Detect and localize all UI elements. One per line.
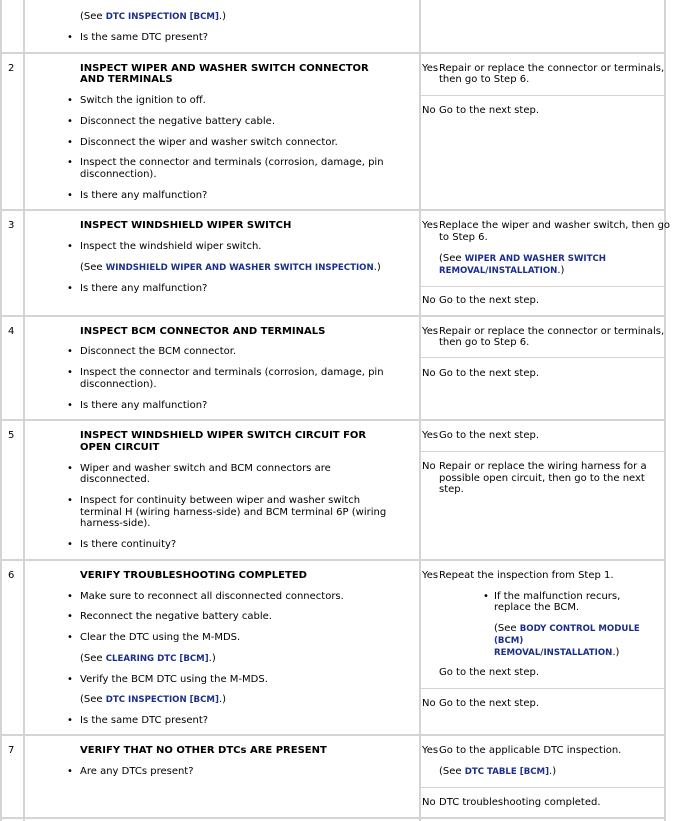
step-item: terminal H (wiring harness-side) and BCM terminal 6P (wiring — [80, 507, 387, 518]
see-reference: (See BODY CONTROL MODULE — [494, 623, 640, 634]
step-item: disconnection). — [80, 169, 157, 180]
no-label: No — [422, 698, 436, 709]
yes-no-divider — [420, 357, 665, 358]
bullet: • — [67, 116, 73, 127]
yes-action: then go to Step 6. — [439, 337, 530, 348]
step-item: Disconnect the BCM connector. — [80, 346, 237, 357]
no-action: DTC troubleshooting completed. — [439, 797, 601, 808]
bullet: • — [67, 367, 73, 378]
bullet: • — [67, 190, 73, 201]
no-action: Repair or replace the wiring harness for a — [439, 461, 647, 472]
no-label: No — [422, 461, 436, 472]
dtc-inspection-link[interactable]: DTC INSPECTION [BCM] — [105, 12, 219, 22]
step-item: Is there continuity? — [80, 539, 177, 550]
bullet: • — [67, 400, 73, 411]
no-label: No — [422, 295, 436, 306]
bullet: • — [67, 463, 73, 474]
no-label: No — [422, 368, 436, 379]
yes-label: Yes — [422, 326, 439, 337]
clearing-dtc-link[interactable]: CLEARING DTC [BCM] — [105, 654, 209, 664]
bcm-removal-link[interactable]: REMOVAL/INSTALLATION — [494, 648, 613, 658]
step-title: INSPECT BCM CONNECTOR AND TERMINALS — [80, 326, 326, 337]
bullet: • — [483, 591, 489, 602]
step-item: Inspect for continuity between wiper and washer switch — [80, 495, 361, 506]
yes-action: Repeat the inspection from Step 1. — [439, 570, 614, 581]
dtc-inspection-link[interactable]: DTC INSPECTION [BCM] — [105, 695, 219, 705]
see-reference: (See WINDSHIELD WIPER AND WASHER SWITCH INSPECTION.) — [80, 262, 381, 273]
step-item: Is the same DTC present? — [80, 32, 209, 43]
no-action: Go to the next step. — [439, 698, 539, 709]
bullet: • — [67, 674, 73, 685]
bullet: • — [67, 766, 73, 777]
row-divider — [0, 419, 666, 421]
step-item: disconnection). — [80, 379, 157, 390]
step-item: Is the same DTC present? — [80, 715, 209, 726]
step-title: INSPECT WIPER AND WASHER SWITCH CONNECTOR — [80, 63, 369, 74]
table-border-right — [664, 0, 666, 821]
step-title: OPEN CIRCUIT — [80, 442, 160, 453]
bullet: • — [67, 632, 73, 643]
step-title: AND TERMINALS — [80, 74, 173, 85]
bullet: • — [67, 611, 73, 622]
switch-removal-link[interactable]: WIPER AND WASHER SWITCH — [464, 254, 606, 264]
step-title: INSPECT WINDSHIELD WIPER SWITCH CIRCUIT FOR — [80, 430, 367, 441]
no-action: Go to the next step. — [439, 105, 539, 116]
see-reference: (See DTC INSPECTION [BCM].) — [80, 694, 226, 705]
bullet: • — [67, 495, 73, 506]
no-label: No — [422, 105, 436, 116]
see-reference: REMOVAL/INSTALLATION.) — [439, 265, 565, 276]
bullet: • — [67, 95, 73, 106]
column-divider-step — [23, 0, 25, 821]
row-divider — [0, 817, 666, 819]
yes-action: Replace the wiper and washer switch, then go — [439, 220, 671, 231]
bullet: • — [67, 283, 73, 294]
step-item: Inspect the connector and terminals (corrosion, damage, pin — [80, 157, 384, 168]
step-number: 3 — [8, 220, 15, 231]
bullet: • — [67, 137, 73, 148]
no-action: step. — [439, 484, 464, 495]
yes-action: If the malfunction recurs, — [494, 591, 621, 602]
row-divider — [0, 209, 666, 211]
yes-action: Repair or replace the connector or terminals, — [439, 326, 665, 337]
yes-action: Go to the applicable DTC inspection. — [439, 745, 622, 756]
bullet: • — [67, 346, 73, 357]
yes-label: Yes — [422, 220, 439, 231]
step-item: Is there any malfunction? — [80, 190, 208, 201]
yes-action: Go to the next step. — [439, 430, 539, 441]
step-number: 2 — [8, 63, 15, 74]
step-item: Disconnect the wiper and washer switch connector. — [80, 137, 338, 148]
bullet: • — [67, 157, 73, 168]
row-divider — [0, 559, 666, 561]
yes-no-divider — [420, 787, 665, 788]
yes-action: to Step 6. — [439, 232, 488, 243]
step-item: harness-side). — [80, 518, 151, 529]
table-border-left — [0, 0, 2, 821]
yes-action: Repair or replace the connector or terminals, — [439, 63, 665, 74]
yes-action: replace the BCM. — [494, 602, 580, 613]
yes-no-divider — [420, 451, 665, 452]
switch-inspection-link[interactable]: WINDSHIELD WIPER AND WASHER SWITCH INSPECTION — [105, 263, 374, 273]
step-item: Clear the DTC using the M-MDS. — [80, 632, 241, 643]
step-item: Is there any malfunction? — [80, 283, 208, 294]
no-action: Go to the next step. — [439, 295, 539, 306]
step-item: Reconnect the negative battery cable. — [80, 611, 272, 622]
row-divider — [0, 52, 666, 54]
yes-label: Yes — [422, 430, 439, 441]
yes-label: Yes — [422, 745, 439, 756]
see-reference: (See DTC TABLE [BCM].) — [439, 766, 557, 777]
see-reference: (See DTC INSPECTION [BCM].) — [80, 11, 226, 22]
see-reference: REMOVAL/INSTALLATION.) — [494, 647, 620, 658]
step-item: Is there any malfunction? — [80, 400, 208, 411]
step-title: VERIFY THAT NO OTHER DTCs ARE PRESENT — [80, 745, 327, 756]
see-reference — [494, 635, 523, 647]
step-item: Are any DTCs present? — [80, 766, 194, 777]
row-divider — [0, 315, 666, 317]
yes-no-divider — [420, 95, 665, 96]
step-title: VERIFY TROUBLESHOOTING COMPLETED — [80, 570, 307, 581]
step-number: 5 — [8, 430, 15, 441]
see-reference: (See WIPER AND WASHER SWITCH — [439, 253, 606, 264]
step-item: disconnected. — [80, 474, 150, 485]
step-number: 6 — [8, 570, 15, 581]
bullet: • — [67, 539, 73, 550]
step-title: INSPECT WINDSHIELD WIPER SWITCH — [80, 220, 292, 231]
yes-label: Yes — [422, 570, 439, 581]
yes-no-divider — [420, 688, 665, 689]
dtc-table-link[interactable]: DTC TABLE [BCM] — [464, 767, 550, 777]
step-item: Switch the ignition to off. — [80, 95, 206, 106]
yes-label: Yes — [422, 63, 439, 74]
step-item: Inspect the windshield wiper switch. — [80, 241, 262, 252]
bullet: • — [67, 32, 73, 43]
switch-removal-link[interactable]: REMOVAL/INSTALLATION — [439, 266, 558, 276]
step-number: 7 — [8, 745, 15, 756]
bullet: • — [67, 241, 73, 252]
step-item: Inspect the connector and terminals (corrosion, damage, pin — [80, 367, 384, 378]
yes-no-divider — [420, 286, 665, 287]
bcm-removal-link[interactable]: BODY CONTROL MODULE — [519, 624, 640, 634]
step-item: Wiper and washer switch and BCM connectors are — [80, 463, 331, 474]
bullet: • — [67, 591, 73, 602]
no-action: Go to the next step. — [439, 368, 539, 379]
no-label: No — [422, 797, 436, 808]
step-number: 4 — [8, 326, 15, 337]
step-item: Disconnect the negative battery cable. — [80, 116, 275, 127]
bcm-removal-link[interactable]: (BCM) — [494, 636, 524, 646]
yes-action: then go to Step 6. — [439, 74, 530, 85]
step-item: Make sure to reconnect all disconnected connectors. — [80, 591, 344, 602]
see-reference: (See CLEARING DTC [BCM].) — [80, 653, 216, 664]
bullet: • — [67, 715, 73, 726]
column-divider-result — [419, 0, 421, 821]
step-item: Verify the BCM DTC using the M-MDS. — [80, 674, 268, 685]
no-action: possible open circuit, then go to the next — [439, 473, 645, 484]
yes-action: Go to the next step. — [439, 667, 539, 678]
row-divider — [0, 734, 666, 736]
